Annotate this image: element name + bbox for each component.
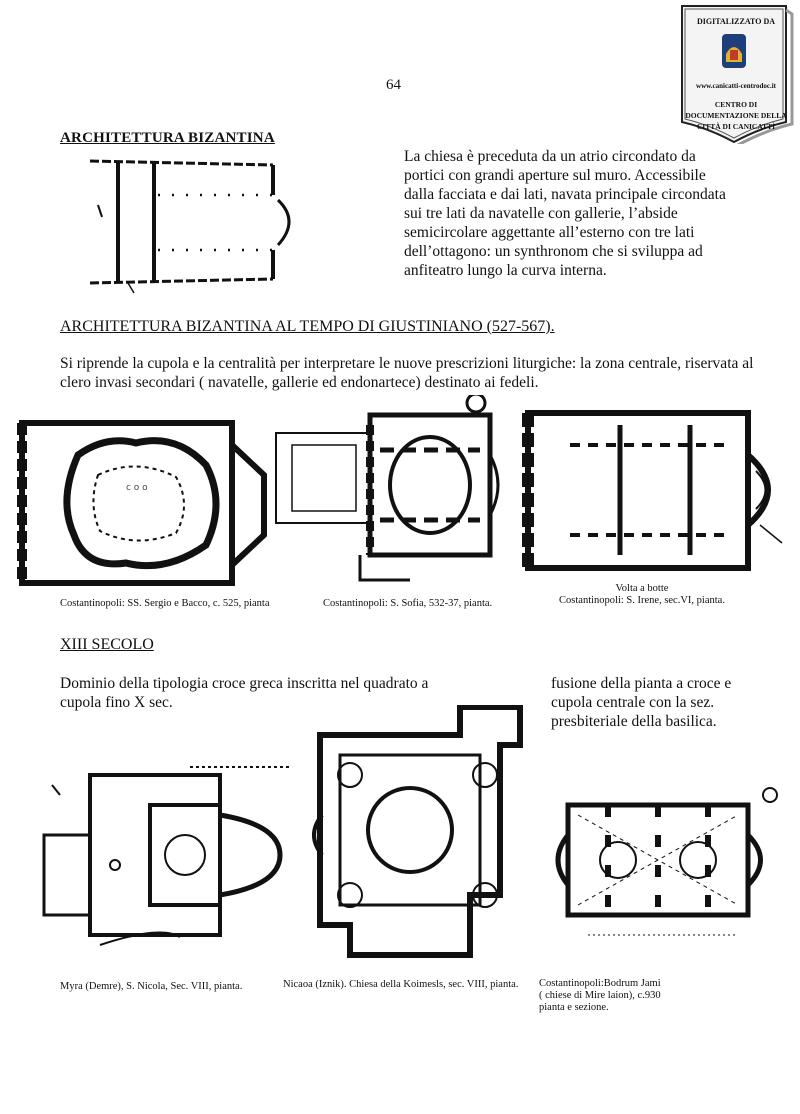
basilica-plan-image — [88, 155, 313, 295]
plan-myra-san-nicola — [40, 765, 300, 950]
plan-santa-sofia — [270, 395, 520, 585]
page-number: 64 — [386, 77, 401, 93]
section3-paragraph-right: fusione della pianta a croce e cupola centrale con la sez. presbiteriale della basilica. — [551, 675, 732, 730]
caption-sergio-bacco: Costantinopoli: SS. Sergio e Bacco, c. 525, pianta — [60, 598, 270, 609]
section-title-xiii-secolo: XIII SECOLO — [60, 636, 154, 653]
plan-santa-irene — [520, 405, 790, 580]
logo-org-name: CENTRO DI DOCUMENTAZIONE DELLA CITTÀ DI CANICATTÌ — [685, 100, 787, 131]
caption-bodrum-jami-line2: ( chiese di Mire laion), c.930 — [539, 990, 661, 1001]
section-title-giustiniano: ARCHITETTURA BIZANTINA AL TEMPO DI GIUSTINIANO (527-567). — [60, 318, 555, 335]
caption-santa-sofia: Costantinopoli: S. Sofia, 532-37, pianta. — [323, 598, 493, 609]
plan-sergio-bacco — [16, 405, 268, 590]
caption-bodrum-jami-line1: Costantinopoli:Bodrum Jami — [539, 978, 661, 989]
caption-volta-a-botte: Volta a botte — [615, 583, 669, 594]
caption-myra-san-nicola: Myra (Demre), S. Nicola, Sec. VIII, pianta. — [60, 981, 243, 992]
caption-bodrum-jami — [539, 978, 759, 1014]
svg-text:c o o: c o o — [126, 483, 148, 493]
caption-nicaea-koimesis: Nicaoa (Iznik). Chiesa della Koimesls, sec. VIII, pianta. — [283, 979, 519, 990]
plan-bodrum-jami — [548, 775, 788, 950]
caption-santa-irene-main: Costantinopoli: S. Irene, sec.VI, pianta. — [559, 595, 725, 606]
plan-nicaea-koimesis — [310, 705, 530, 965]
logo-digitized-label: DIGITALIZZATO DA — [696, 17, 776, 26]
caption-santa-irene — [552, 583, 732, 607]
archive-logo — [678, 4, 794, 144]
section2-paragraph: Si riprende la cupola e la centralità per interpretare le nuove prescrizioni liturgiche: la zona centrale, riservata al clero invasi secondari ( navatelle, gallerie ed endonartece) destinato ai fedeli. — [60, 355, 754, 391]
logo-url: www.canicatti-centrodoc.it — [696, 82, 776, 90]
section-title-bizantina: ARCHITETTURA BIZANTINA — [60, 130, 275, 146]
section1-paragraph: La chiesa è preceduta da un atrio circondato da portici con grandi aperture sul muro. Accessibile dalla facciata e dai lati, navata principale circondata sui tre lati da navatelle con gallerie, l’abside semicircolare aggettante all’esterno con tre lati dell’ottagono: un synthronom che si sviluppa ad anfiteatro lungo la curva interna. — [404, 148, 726, 279]
caption-bodrum-jami-line3: pianta e sezione. — [539, 1002, 609, 1013]
section3-paragraph-left: Dominio della tipologia croce greca inscritta nel quadrato a cupola fino X sec. — [60, 675, 429, 711]
